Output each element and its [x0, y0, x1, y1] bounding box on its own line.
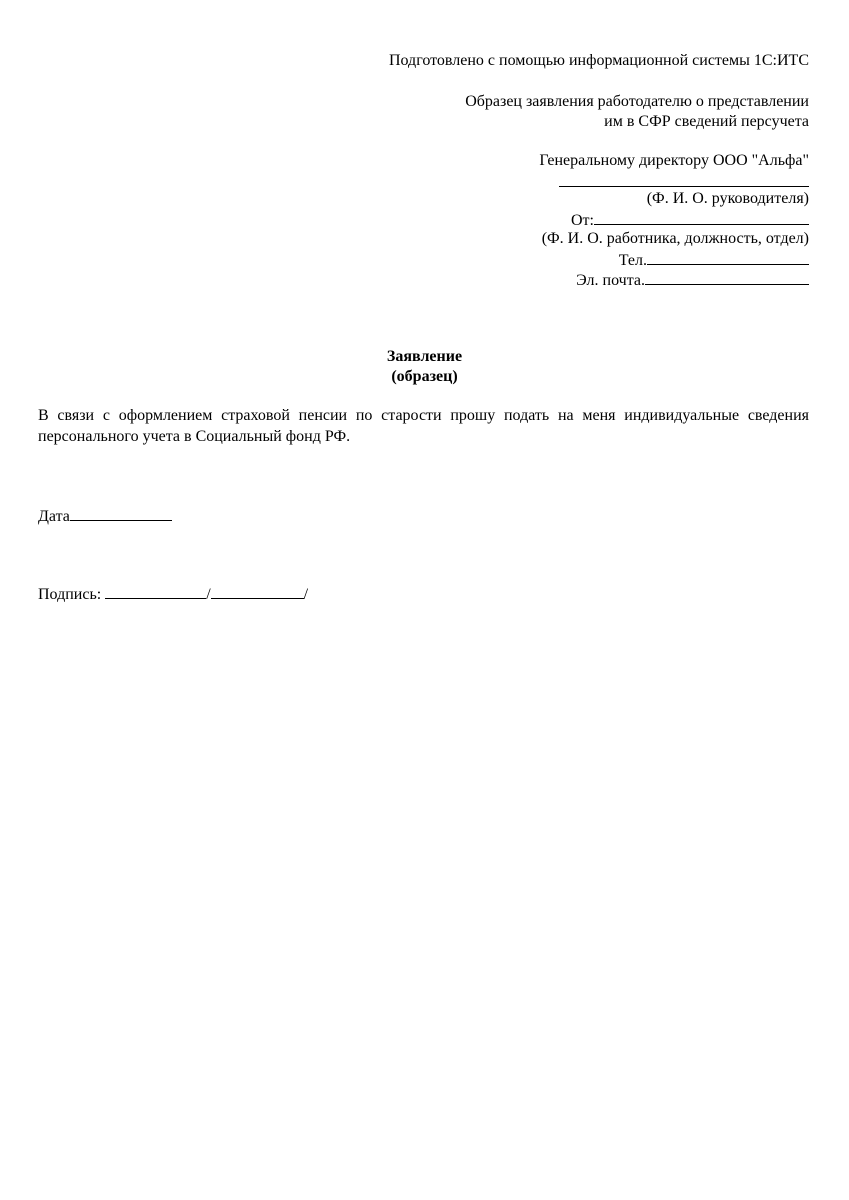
from-label: От:	[571, 212, 594, 229]
signature-slash-1: /	[206, 586, 211, 603]
date-label: Дата	[38, 508, 70, 525]
date-underline	[70, 505, 172, 521]
addressee-line: Генеральному директору ООО "Альфа"	[539, 152, 809, 169]
employee-hint: (Ф. И. О. работника, должность, отдел)	[541, 230, 809, 247]
sample-title-line-2: им в СФР сведений персучета	[604, 113, 809, 130]
signature-name-underline	[211, 583, 304, 599]
head-name-hint: (Ф. И. О. руководителя)	[646, 190, 809, 207]
document-body: В связи с оформлением страховой пенсии по старости прошу подать на меня индивидуальные сведения персонального учета в Социальный фонд РФ.	[38, 407, 809, 445]
email-row	[576, 269, 809, 291]
signature-row	[38, 583, 308, 605]
signature-label: Подпись:	[38, 586, 102, 603]
from-row	[571, 209, 809, 231]
document-title: Заявление	[386, 348, 463, 365]
email-label: Эл. почта.	[576, 272, 645, 289]
date-row	[38, 505, 172, 527]
prepared-note: Подготовлено с помощью информационной системы 1С:ИТС	[388, 52, 809, 69]
head-name-underline	[559, 171, 809, 187]
document-subtitle: (образец)	[391, 368, 458, 385]
sample-title-line-1: Образец заявления работодателю о представлении	[465, 93, 809, 110]
phone-underline	[647, 249, 809, 265]
signature-underline	[105, 583, 206, 599]
phone-row	[619, 249, 809, 271]
from-underline	[594, 209, 809, 225]
phone-label: Тел.	[618, 252, 647, 269]
signature-slash-2: /	[303, 586, 309, 603]
email-underline	[645, 269, 809, 285]
